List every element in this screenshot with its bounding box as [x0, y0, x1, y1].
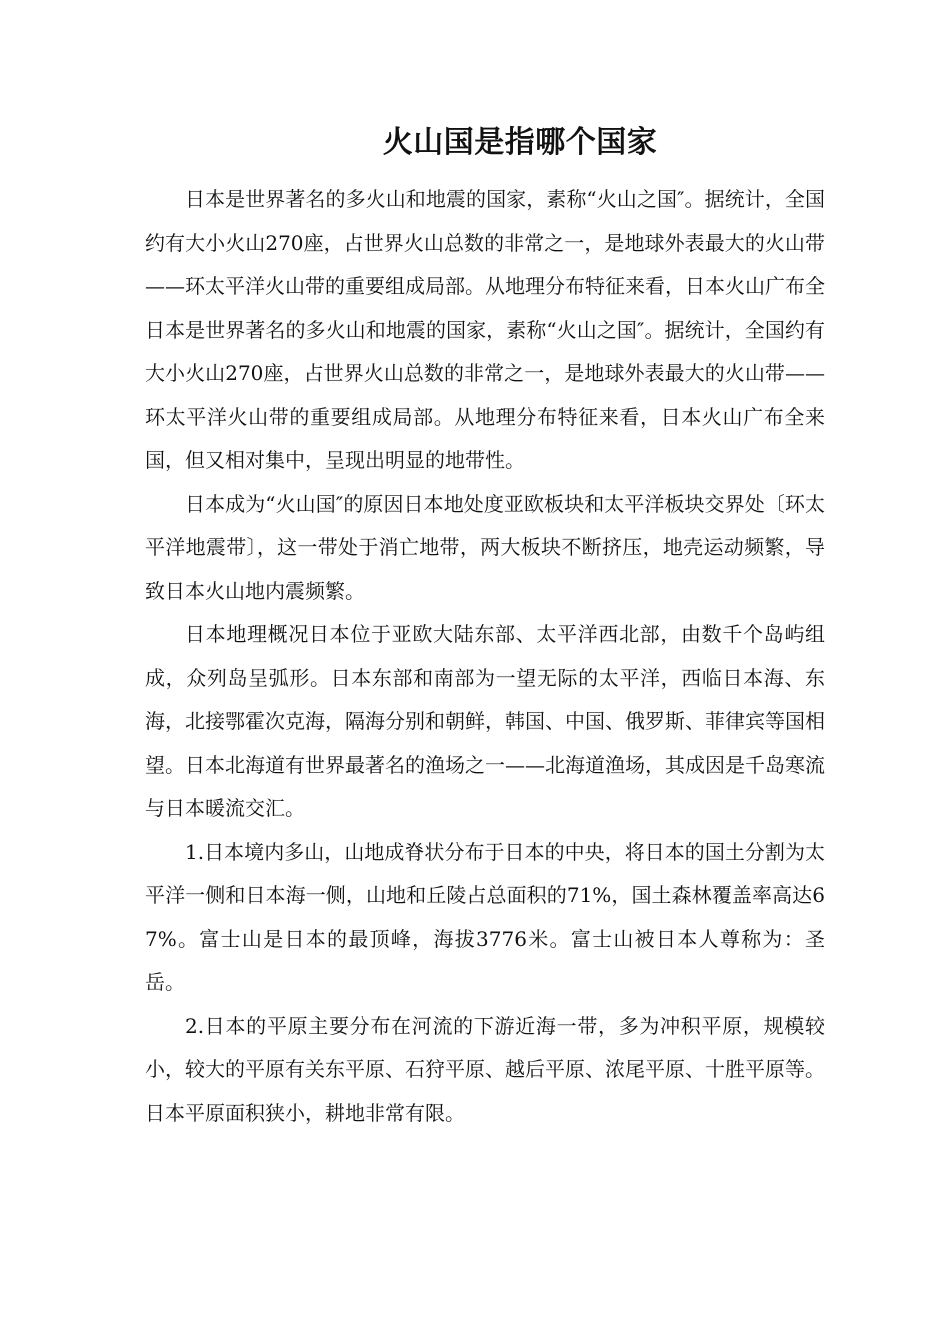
document-body [145, 118, 825, 1135]
document-title: 火山国是指哪个国家 [382, 125, 658, 160]
paragraph-plains: 2.日本的平原主要分布在河流的下游近海一带，多为冲积平原，规模较小，较大的平原有关东平原、石狩平原、越后平原、浓尾平原、十胜平原等。日本平原面积狭小，耕地非常有限。 [145, 1013, 825, 1125]
paragraph-volcano-country: 日本是世界著名的多火山和地震的国家，素称“火山之国″。据统计，全国约有大小火山270座，占世界火山总数的非常之一，是地球外表最大的火山带——环太平洋火山带的重要组成局部。从地理分布特征来看，日本火山广布全日本是世界著名的多火山和地震的国家，素称“火山之国″。据统计，全国约有大小火山270座，占世界火山总数的非常之一，是地球外表最大的火山带——环太平洋火山带的重要组成局部。从地理分布特征来看，日本火山广布全来国，但又相对集中，呈现出明显的地带性。 [145, 187, 825, 472]
paragraph-geography-overview: 日本地理概况日本位于亚欧大陆东部、太平洋西北部，由数千个岛屿组成，众列岛呈弧形。日本东部和南部为一望无际的太平洋，西临日本海、东海，北接鄂霍次克海，隔海分别和朝鲜，韩国、中国、俄罗斯、菲律宾等国相望。日本北海道有世界最著名的渔场之一——北海道渔场，其成因是千岛寒流与日本暖流交汇。 [145, 622, 825, 820]
paragraph-volcano-cause: 日本成为“火山国″的原因日本地处度亚欧板块和太平洋板块交界处〔环太平洋地震带〕，这一带处于消亡地带，两大板块不断挤压，地壳运动频繁，导致日本火山地内震频繁。 [145, 491, 825, 603]
paragraph-mountains: 1.日本境内多山，山地成脊状分布于日本的中央，将日本的国土分割为太平洋一侧和日本海一侧，山地和丘陵占总面积的71%，国土森林覆盖率高达67%。富士山是日本的最顶峰，海拔3776米。富士山被日本人尊称为：圣岳。 [145, 839, 825, 994]
